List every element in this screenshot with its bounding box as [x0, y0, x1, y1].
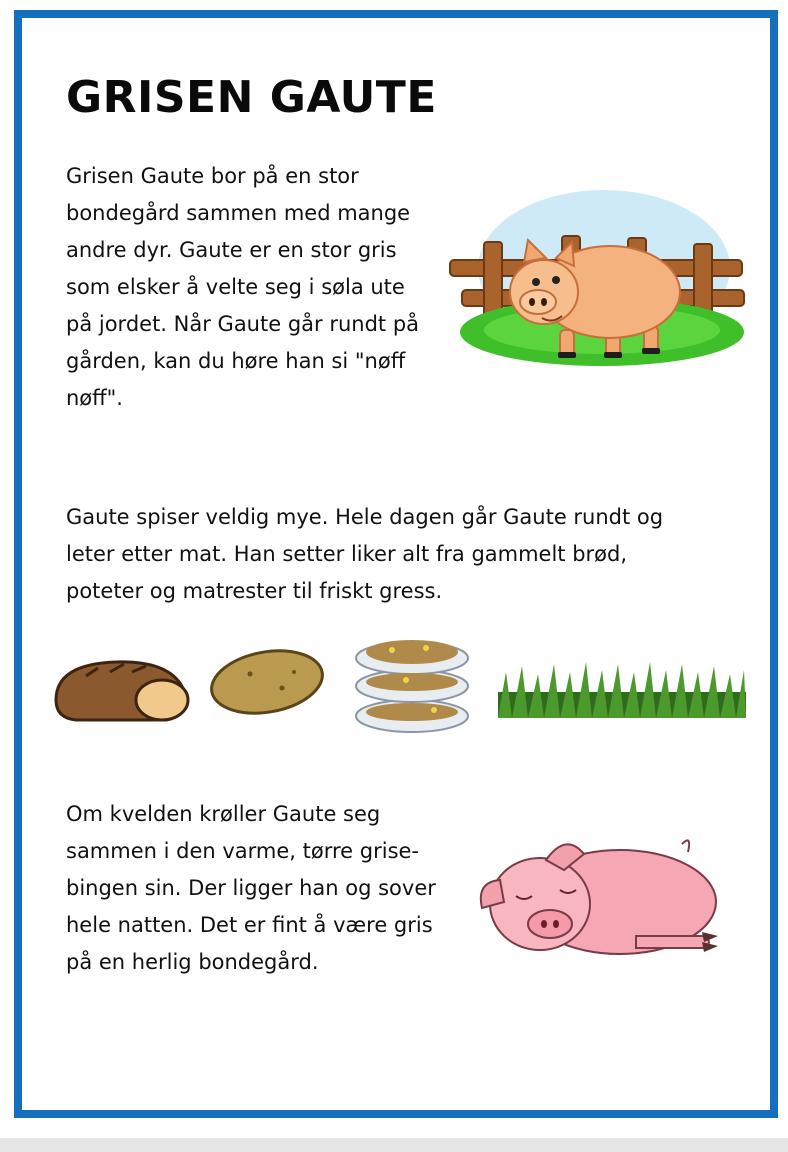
- food-scraps-icon: [342, 628, 482, 748]
- pig-sleeping-illustration: [456, 824, 746, 974]
- paragraph-evening: Om kvelden krøller Gaute seg sammen i den varme, tørre grise-bingen sin. Der ligger han og sover hele natten. Det er fint å være gris på en herlig bondegård.: [66, 802, 436, 974]
- pig-standing-illustration: [432, 180, 752, 390]
- bottom-strip: [0, 1138, 788, 1152]
- grass-icon: [482, 652, 752, 722]
- potato-icon: [202, 642, 332, 722]
- paragraph-farm: Grisen Gaute bor på en stor bondegård sammen med mange andre dyr. Gaute er en stor gris som elsker å velte seg i søla ute på jordet. Når Gaute går rundt på gården, kan du høre han si "nøff nøff".: [66, 164, 420, 410]
- bread-icon: [46, 650, 196, 730]
- story-title: GRISEN GAUTE: [66, 72, 437, 123]
- paragraph-food: Gaute spiser veldig mye. Hele dagen går Gaute rundt og leter etter mat. Han setter liker alt fra gammelt brød, poteter og matrester til friskt gress.: [66, 505, 664, 603]
